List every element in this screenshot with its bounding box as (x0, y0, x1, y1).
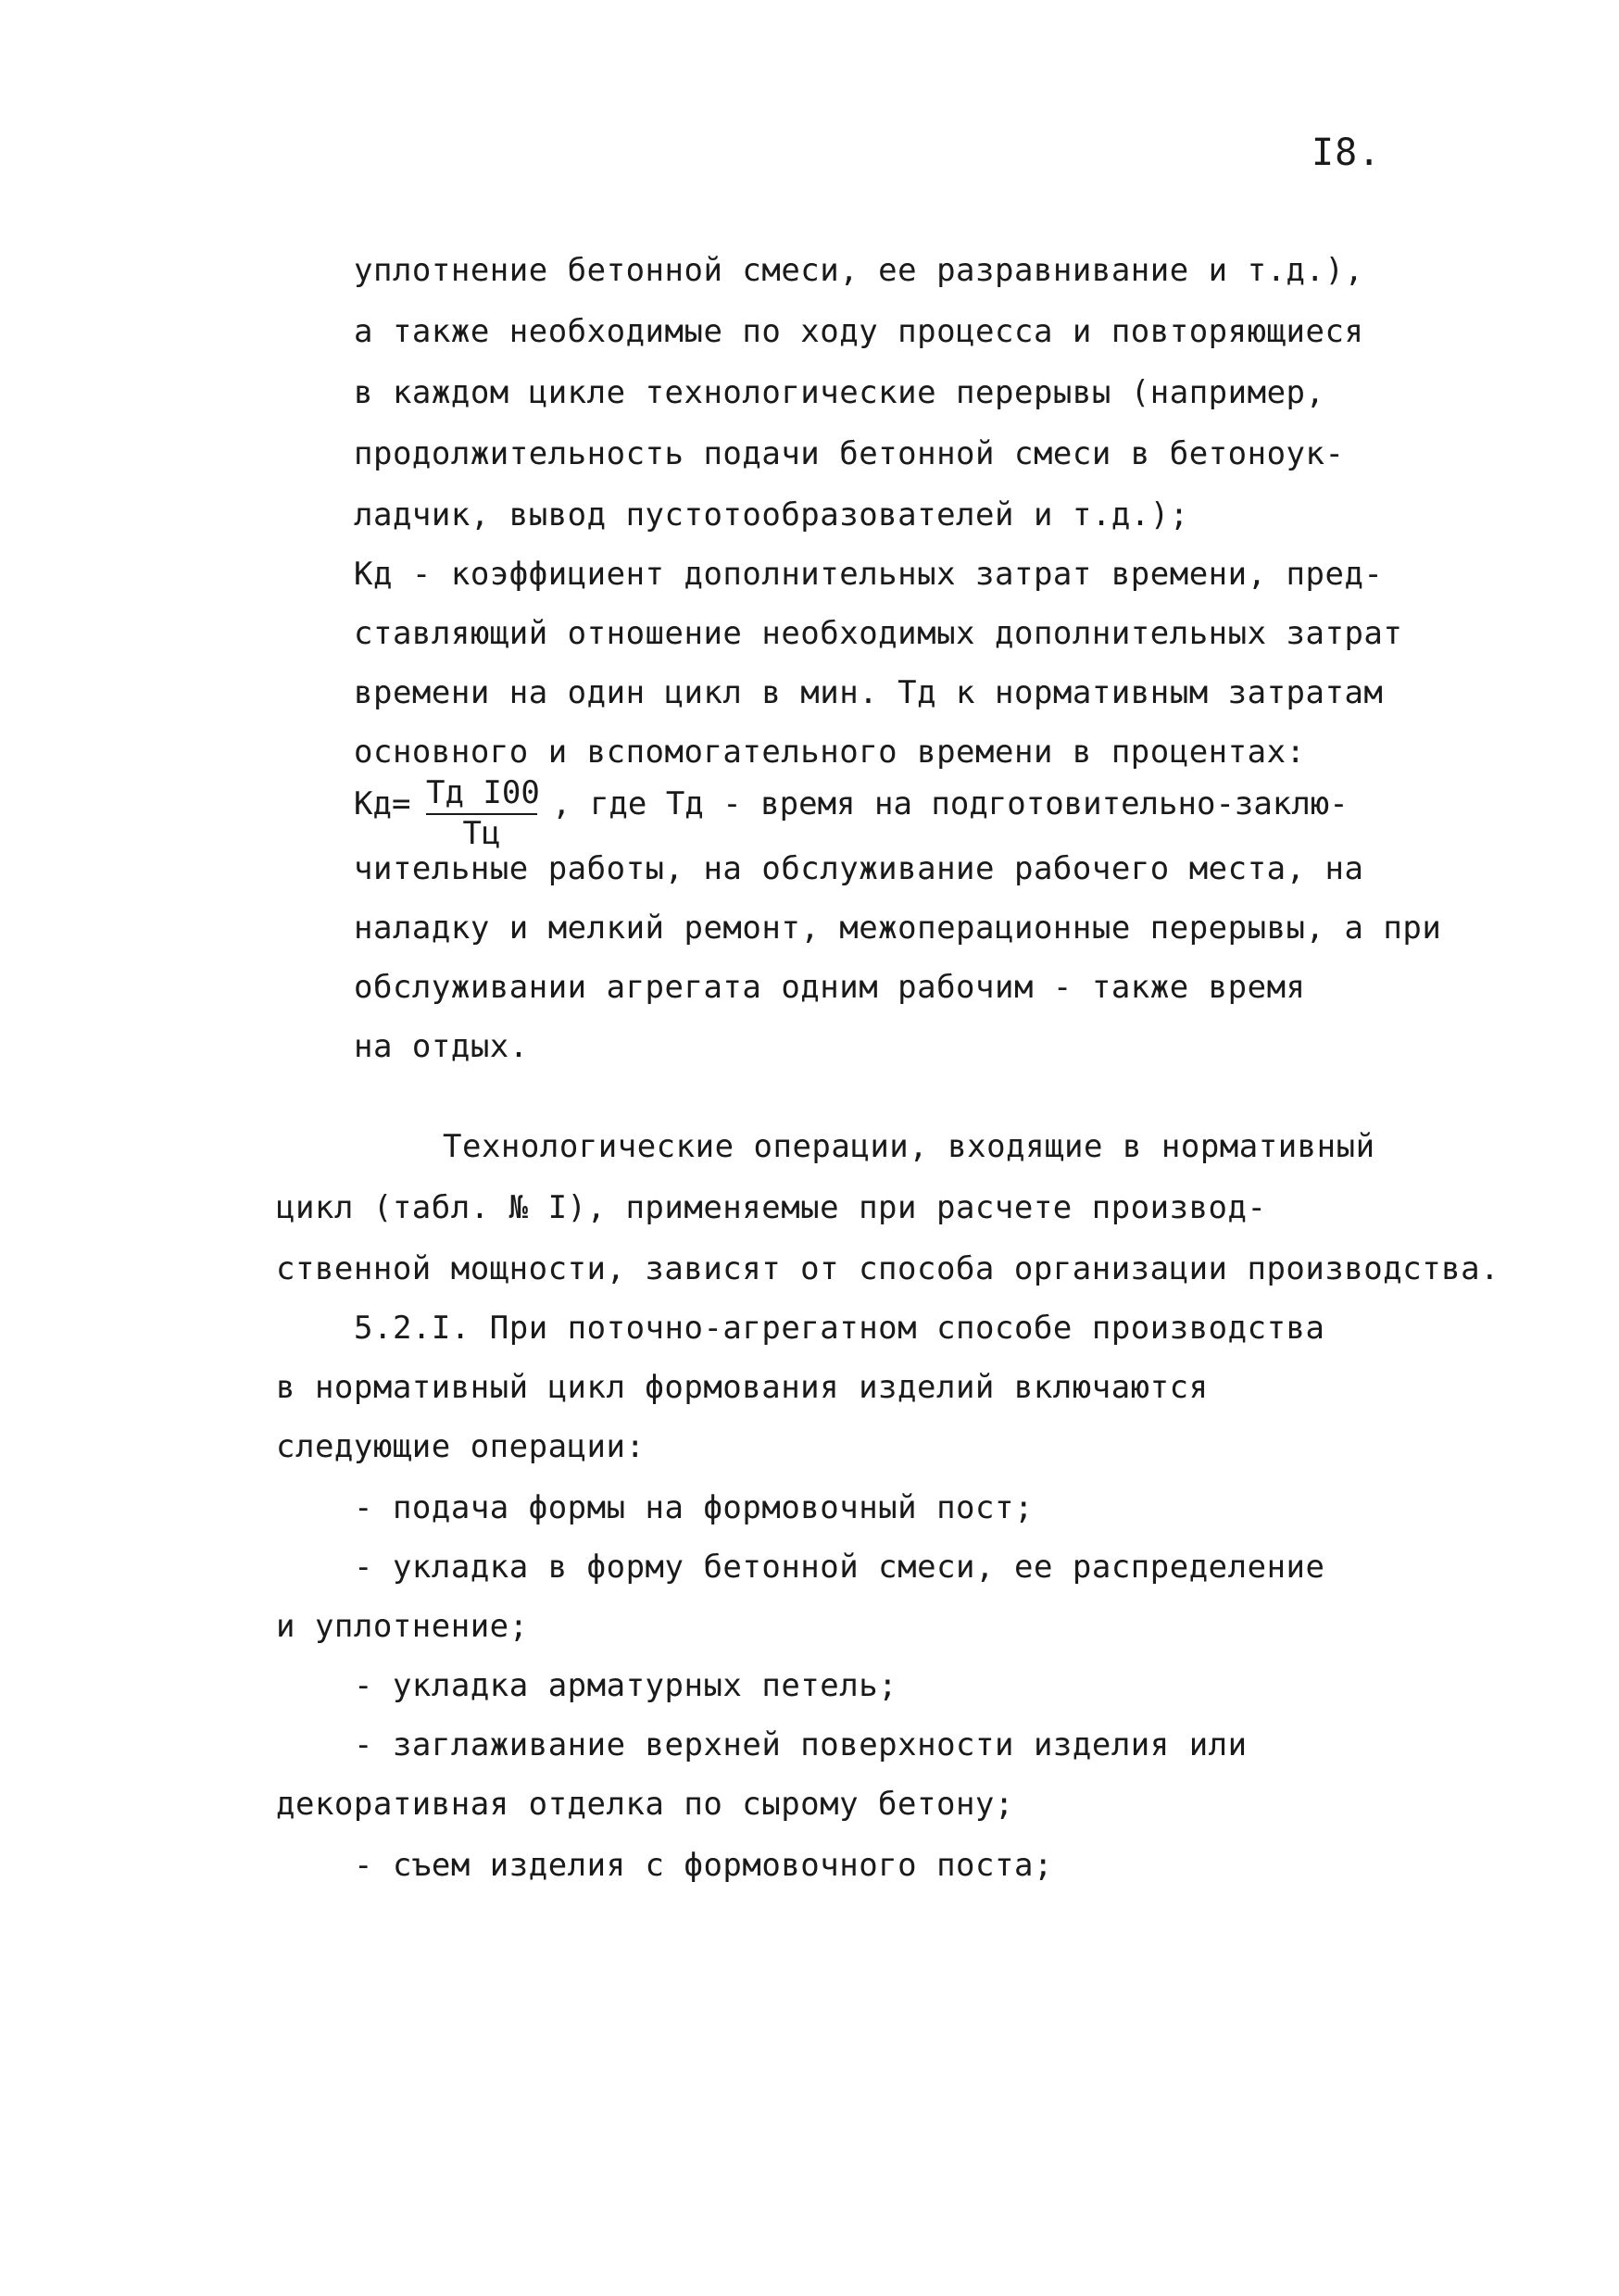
formula-numerator: Тд I00 (426, 774, 537, 815)
text-line: уплотнение бетонной смеси, ее разравнивание и т.д.), (354, 252, 1364, 289)
list-item: - укладка арматурных петель; (354, 1667, 898, 1704)
list-item-continuation: декоративная отделка по сырому бетону; (276, 1786, 1014, 1823)
text-line: времени на один цикл в мин. Тд к нормативным затратам (354, 674, 1384, 711)
text-line: в нормативный цикл формования изделий включаются (276, 1369, 1209, 1406)
text-line: ладчик, вывод пустотообразователей и т.д.); (354, 496, 1189, 533)
text-line: ственной мощности, зависят от способа организации производства. (276, 1250, 1500, 1287)
text-line: а также необходимые по ходу процесса и повторяющиеся (354, 313, 1364, 350)
page-number: I8. (1312, 132, 1382, 174)
list-item: - укладка в форму бетонной смеси, ее распределение (354, 1549, 1325, 1586)
text-line: продолжительность подачи бетонной смеси в бетоноук- (354, 435, 1345, 472)
formula-rhs: , где Тд - время на подготовительно-заклю- (552, 785, 1349, 822)
text-line: Технологические операции, входящие в нормативный (443, 1128, 1375, 1165)
text-line: в каждом цикле технологические перерывы (например, (354, 374, 1325, 411)
formula-lhs: Кд= (354, 785, 411, 822)
formula-denominator: Тц (462, 815, 501, 852)
text-line: чительные работы, на обслуживание рабочего места, на (354, 850, 1364, 887)
text-line: Кд - коэффициент дополнительных затрат времени, пред- (354, 556, 1384, 593)
text-line: на отдых. (354, 1028, 529, 1065)
text-line: основного и вспомогательного времени в процентах: (354, 734, 1306, 771)
list-item: - подача формы на формовочный пост; (354, 1489, 1034, 1526)
text-line: цикл (табл. № I), применяемые при расчете производ- (276, 1189, 1267, 1226)
list-item: - заглаживание верхней поверхности изделия или (354, 1726, 1248, 1763)
text-line: обслуживании агрегата одним рабочим - также время (354, 969, 1306, 1006)
text-line: следующие операции: (276, 1428, 646, 1465)
text-line: наладку и мелкий ремонт, межоперационные перерывы, а при (354, 910, 1442, 947)
formula-fraction (426, 774, 540, 852)
list-item-continuation: и уплотнение; (276, 1608, 529, 1645)
section-heading-line: 5.2.I. При поточно-агрегатном способе производства (354, 1310, 1325, 1347)
text-line: ставляющий отношение необходимых дополнительных затрат (354, 615, 1403, 652)
list-item: - съем изделия с формовочного поста; (354, 1847, 1053, 1884)
